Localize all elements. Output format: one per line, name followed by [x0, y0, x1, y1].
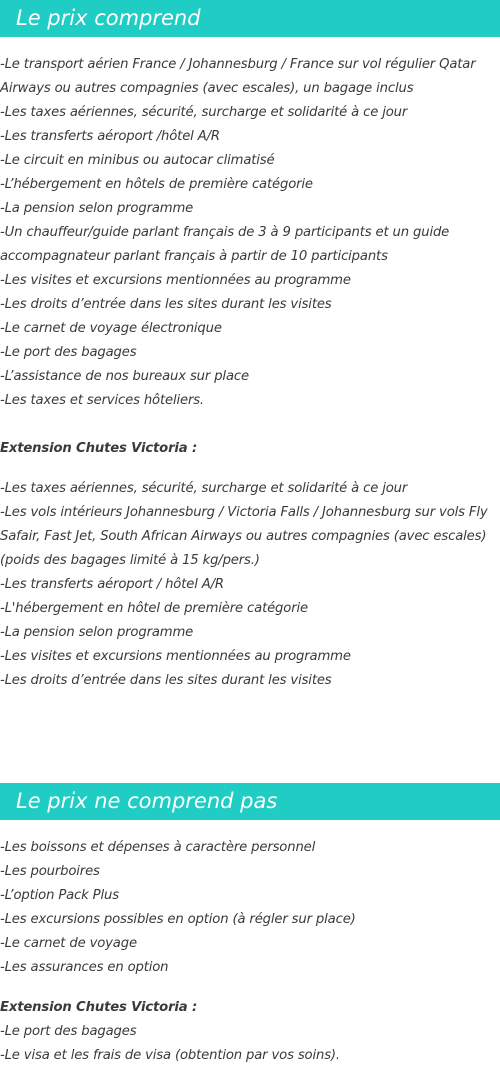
list-item: -Les taxes et services hôteliers. — [0, 393, 204, 408]
list-item: -Les visites et excursions mentionnées au programme — [0, 273, 351, 288]
list-item: -L’option Pack Plus — [0, 888, 119, 903]
list-item: -Le visa et les frais de visa (obtention par vos soins). — [0, 1048, 340, 1063]
list-item: -Les taxes aériennes, sécurité, surcharge et solidarité à ce jour — [0, 481, 408, 496]
list-item: -Les droits d’entrée dans les sites durant les visites — [0, 297, 332, 312]
list-item: -Les pourboires — [0, 864, 100, 879]
list-item: -Les excursions possibles en option (à régler sur place) — [0, 912, 356, 927]
list-item: -Les vols intérieurs Johannesburg / Victoria Falls / Johannesburg sur vols Fly Safair, Fast Jet, South African Airways ou autres compagnies (avec escales) (poids des bagages limité à 15 kg/pers.) — [0, 505, 488, 568]
not-included-extension-heading: Extension Chutes Victoria : — [0, 1000, 198, 1015]
not-included-section-title: Le prix ne comprend pas — [0, 783, 500, 820]
list-item: -Les visites et excursions mentionnées au programme — [0, 649, 351, 664]
included-extension-list — [0, 477, 500, 693]
list-item: -Les taxes aériennes, sécurité, surcharge et solidarité à ce jour — [0, 105, 408, 120]
list-item: -Le port des bagages — [0, 1024, 137, 1039]
list-item: -La pension selon programme — [0, 201, 194, 216]
list-item: -Les assurances en option — [0, 960, 169, 975]
list-item: -L’assistance de nos bureaux sur place — [0, 369, 249, 384]
list-item: -Le circuit en minibus ou autocar climatisé — [0, 153, 275, 168]
list-item: -Un chauffeur/guide parlant français de 3 à 9 participants et un guide accompagnateur parlant français à partir de 10 participants — [0, 225, 450, 264]
list-item: -Les transferts aéroport / hôtel A/R — [0, 577, 224, 592]
included-section-title: Le prix comprend — [0, 0, 500, 37]
list-item: -Les droits d’entrée dans les sites durant les visites — [0, 673, 332, 688]
list-item: -Les boissons et dépenses à caractère personnel — [0, 840, 316, 855]
list-item: -Le carnet de voyage — [0, 936, 137, 951]
list-item: -La pension selon programme — [0, 625, 194, 640]
not-included-extension-list — [0, 1020, 500, 1068]
list-item: -L’hébergement en hôtels de première catégorie — [0, 177, 313, 192]
list-item: -Le port des bagages — [0, 345, 137, 360]
included-extension-heading: Extension Chutes Victoria : — [0, 441, 198, 456]
list-item: -Le transport aérien France / Johannesburg / France sur vol régulier Qatar Airways ou autres compagnies (avec escales), un bagage inclus — [0, 57, 476, 96]
list-item: -Les transferts aéroport /hôtel A/R — [0, 129, 220, 144]
list-item: -L'hébergement en hôtel de première catégorie — [0, 601, 308, 616]
included-list — [0, 53, 500, 413]
not-included-list — [0, 836, 500, 980]
list-item: -Le carnet de voyage électronique — [0, 321, 222, 336]
